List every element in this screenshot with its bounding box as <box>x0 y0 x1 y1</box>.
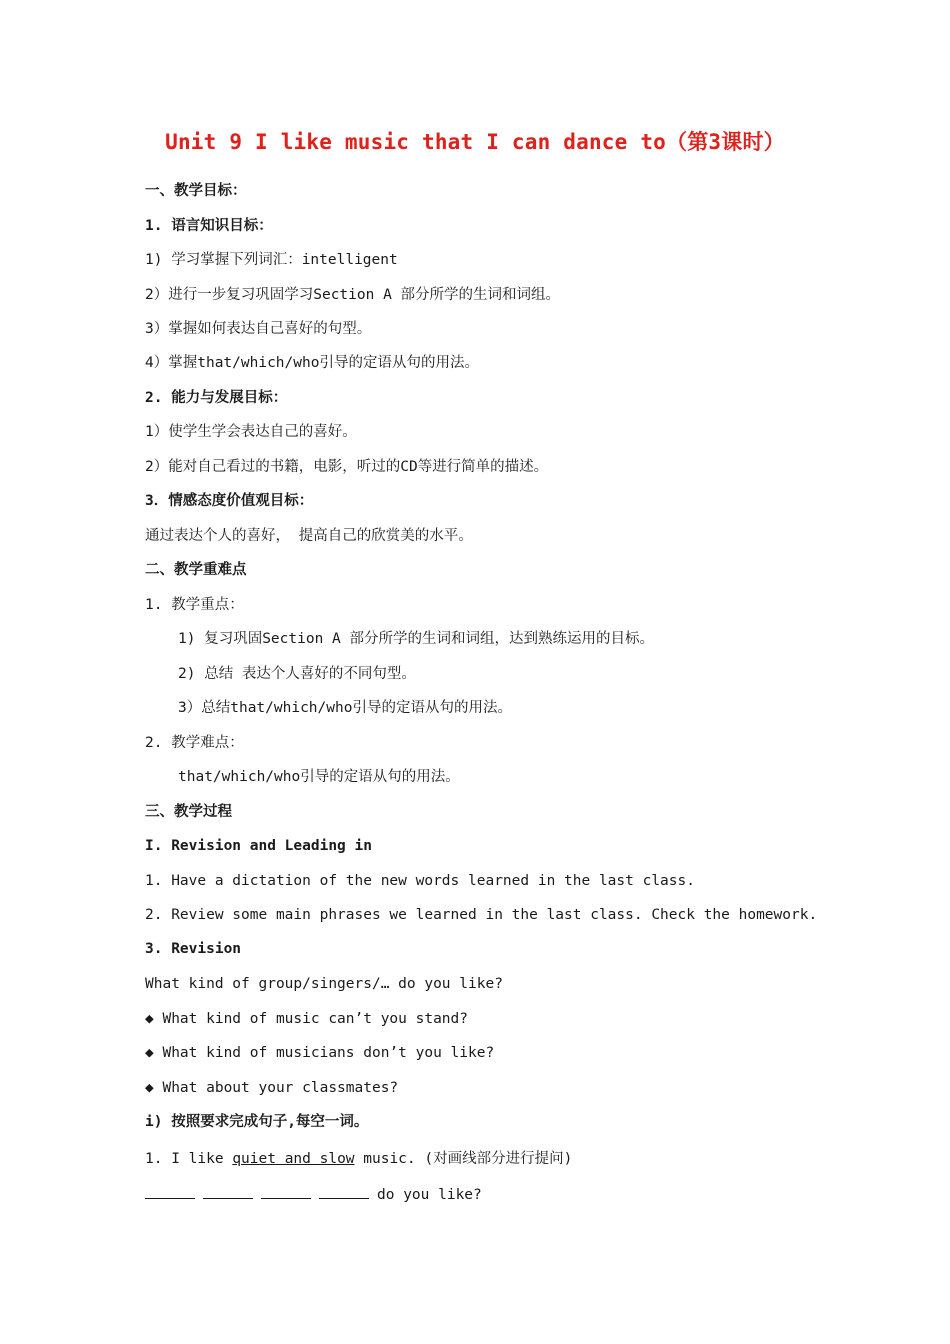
list-item: 3）掌握如何表达自己喜好的句型。 <box>145 321 372 337</box>
bullet-question: ◆ What kind of music can’t you stand? <box>145 1011 469 1027</box>
list-item: 2. Review some main phrases we learned in the last class. Check the homework. <box>145 907 818 923</box>
answer-blank[interactable] <box>203 1184 253 1199</box>
exercise-heading: i) 按照要求完成句子,每空一词。 <box>145 1114 369 1130</box>
heading-teaching-process: 三、教学过程 <box>145 804 232 820</box>
subheading-revision-leading: I. Revision and Leading in <box>145 838 372 854</box>
list-item: that/which/who引导的定语从句的用法。 <box>178 769 460 785</box>
answer-blank[interactable] <box>261 1184 311 1199</box>
list-item: 2）能对自己看过的书籍，电影，听过的CD等进行简单的描述。 <box>145 459 549 475</box>
bullet-question: ◆ What kind of musicians don’t you like? <box>145 1045 495 1061</box>
exercise-suffix: music. (对画线部分进行提问) <box>354 1151 573 1167</box>
list-item: 4）掌握that/which/who引导的定语从句的用法。 <box>145 355 479 371</box>
bullet-question: ◆ What about your classmates? <box>145 1080 399 1096</box>
exercise-prefix: 1. I like <box>145 1151 233 1167</box>
list-item: 2）进行一步复习巩固学习Section A 部分所学的生词和词组。 <box>145 287 561 303</box>
subheading-revision: 3. Revision <box>145 941 242 957</box>
heading-teaching-goals: 一、教学目标： <box>145 183 247 199</box>
list-item: 1. Have a dictation of the new words learned in the last class. <box>145 873 695 889</box>
heading-key-points: 二、教学重难点 <box>145 562 247 578</box>
paragraph: 通过表达个人的喜好， 提高自己的欣赏美的水平。 <box>145 528 473 544</box>
list-item: 2) 总结 表达个人喜好的不同句型。 <box>178 666 416 682</box>
list-item: 1) 学习掌握下列词汇：intelligent <box>145 252 398 268</box>
underlined-phrase: quiet and slow <box>232 1151 355 1167</box>
list-item: 1）使学生学会表达自己的喜好。 <box>145 424 357 440</box>
exercise-sentence <box>145 1149 572 1169</box>
subheading-difficult-point: 2. 教学难点： <box>145 735 244 751</box>
answer-suffix: do you like? <box>377 1187 482 1203</box>
answer-blank[interactable] <box>145 1184 195 1199</box>
question: What kind of group/singers/… do you like? <box>145 976 503 992</box>
document-title: Unit 9 I like music that I can dance to（第3课时） <box>165 130 785 154</box>
subheading-values-goals: 3．情感态度价值观目标： <box>145 493 314 509</box>
list-item: 1) 复习巩固Section A 部分所学的生词和词组，达到熟练运用的目标。 <box>178 631 654 647</box>
list-item: 3）总结that/which/who引导的定语从句的用法。 <box>178 700 512 716</box>
answer-blank[interactable] <box>319 1184 369 1199</box>
exercise-answer-line <box>145 1184 482 1205</box>
subheading-ability-goals: 2. 能力与发展目标： <box>145 390 288 406</box>
subheading-key-point: 1. 教学重点： <box>145 597 244 613</box>
subheading-language-goals: 1. 语言知识目标： <box>145 218 273 234</box>
